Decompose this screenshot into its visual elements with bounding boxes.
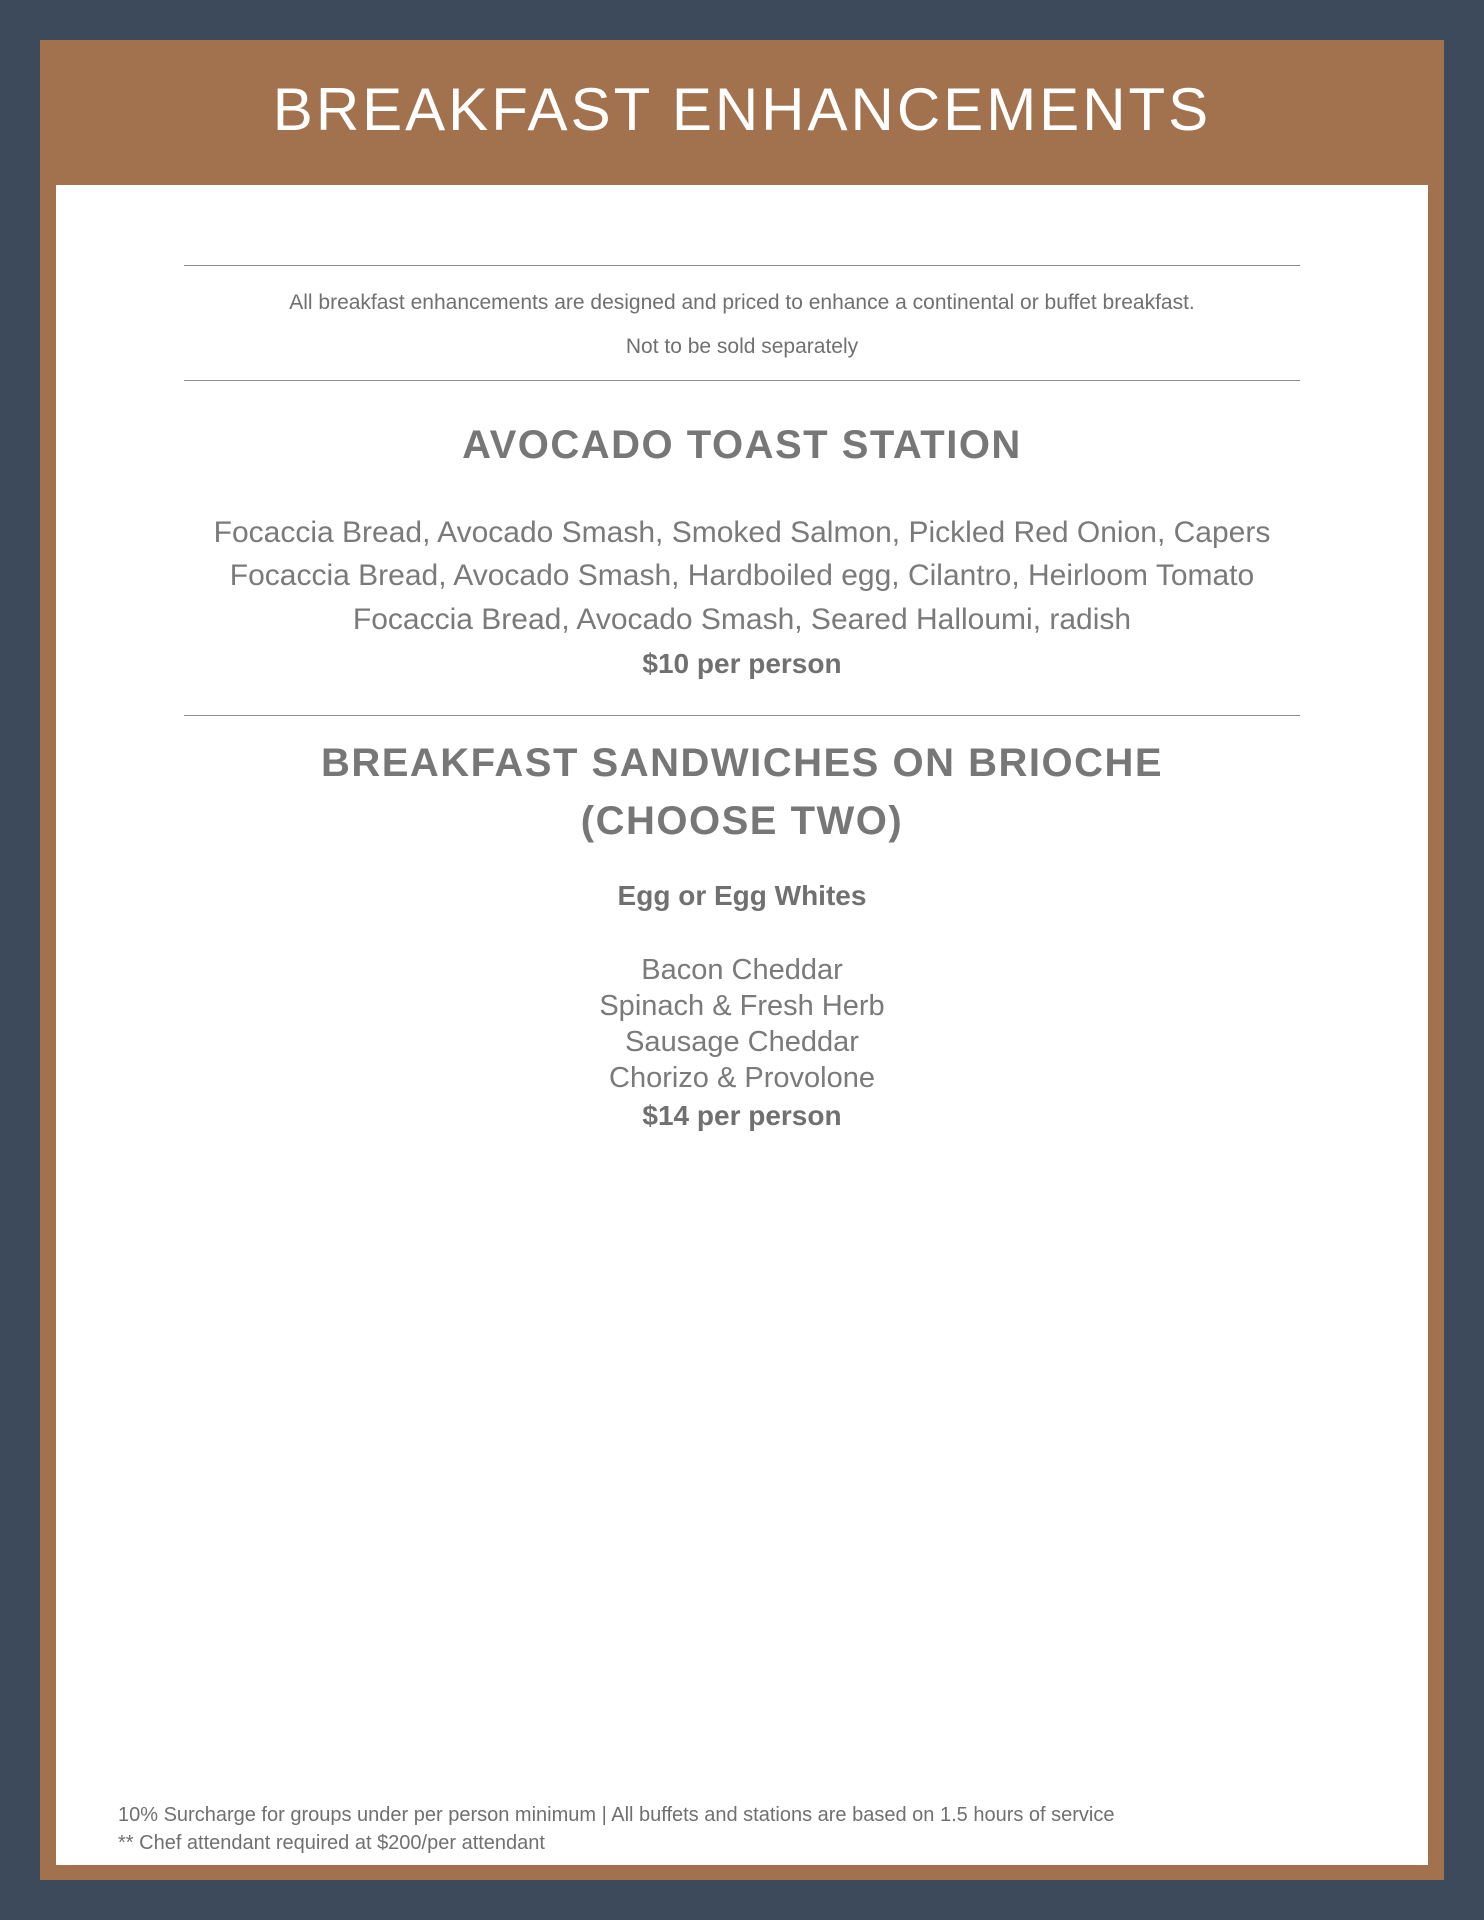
sandwich-item: Spinach & Fresh Herb [599, 990, 885, 1022]
avocado-price: $10 per person [642, 648, 842, 679]
avocado-item: Focaccia Bread, Avocado Smash, Seared Halloumi, radish [352, 603, 1132, 636]
intro-line-1: All breakfast enhancements are designed and priced to enhance a continental or buffet breakfast. [289, 291, 1195, 314]
avocado-item: Focaccia Bread, Avocado Smash, Hardboiled egg, Cilantro, Heirloom Tomato [229, 559, 1255, 592]
page-title: BREAKFAST ENHANCEMENTS [272, 76, 1212, 143]
avocado-item: Focaccia Bread, Avocado Smash, Smoked Salmon, Pickled Red Onion, Capers [213, 516, 1271, 549]
sandwich-price: $14 per person [642, 1100, 842, 1131]
page-frame [40, 40, 1444, 1880]
sandwich-subhead: Egg or Egg Whites [617, 880, 867, 911]
sandwich-section-title-line-1: BREAKFAST SANDWICHES ON BRIOCHE [320, 741, 1164, 785]
sandwich-item: Chorizo & Provolone [609, 1062, 875, 1094]
footer-surcharge-note: 10% Surcharge for groups under per person minimum | All buffets and stations are based on 1.5 hours of service [118, 1804, 1115, 1826]
footer-chef-note: ** Chef attendant required at $200/per attendant [118, 1832, 545, 1854]
sandwich-section-title-line-2: (CHOOSE TWO) [580, 799, 904, 843]
avocado-section-title: AVOCADO TOAST STATION [462, 423, 1022, 467]
divider-top [184, 265, 1300, 266]
sandwich-item: Sausage Cheddar [625, 1026, 859, 1058]
menu-card [56, 185, 1428, 1865]
divider-intro [184, 380, 1300, 381]
intro-line-2: Not to be sold separately [625, 335, 859, 358]
divider-sections [184, 715, 1300, 716]
sandwich-item: Bacon Cheddar [641, 954, 843, 986]
